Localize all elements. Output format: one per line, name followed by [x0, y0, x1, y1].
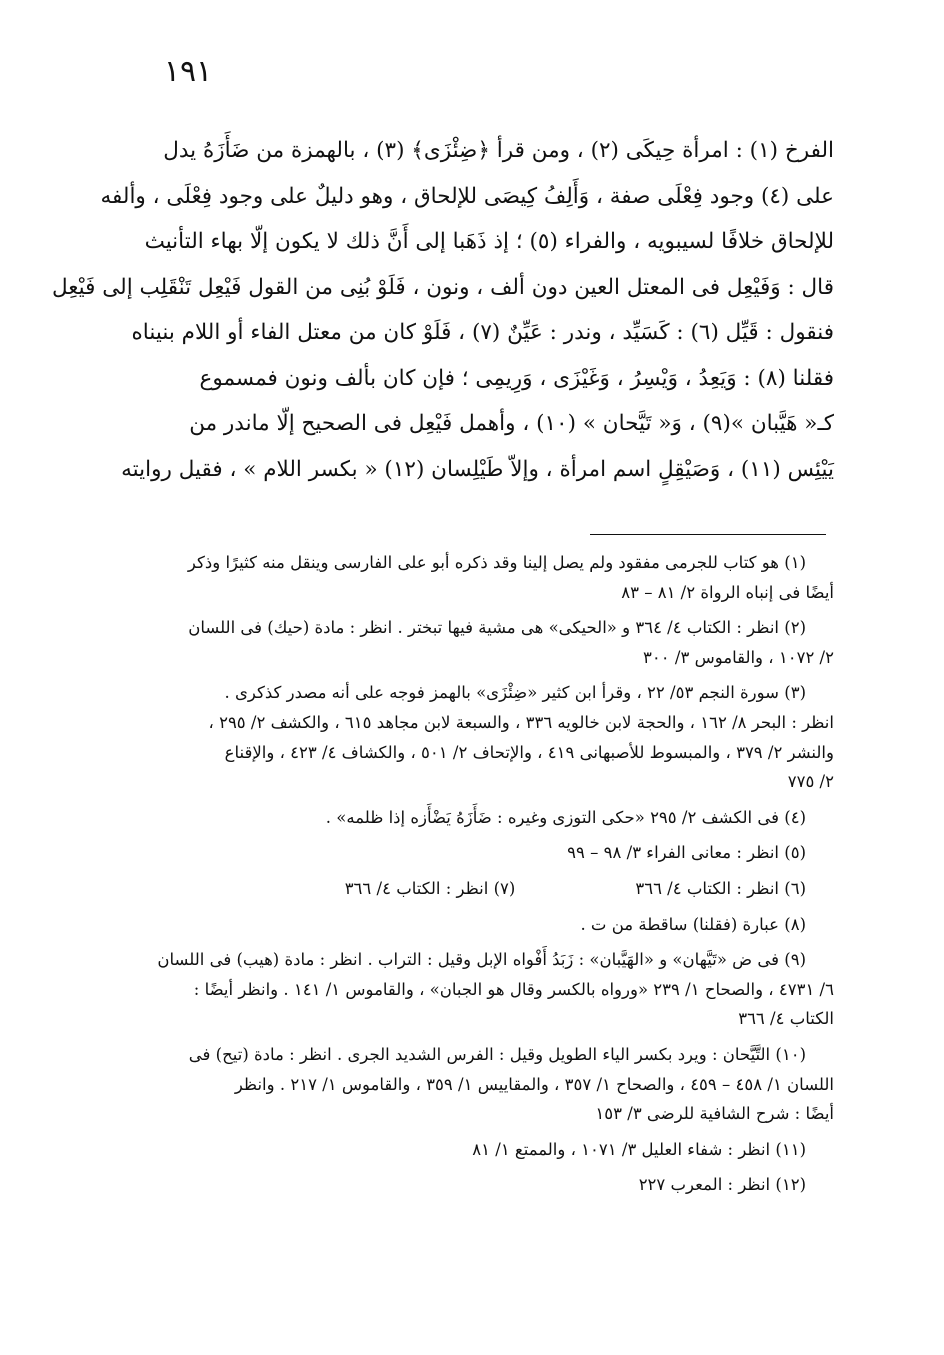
footnote-line: (٣) سورة النجم ٥٣/ ٢٢ ، وقرأ ابن كثير «ضِئْزَى» بالهمز فوجه على أنه مصدر كذكرى . — [224, 683, 806, 703]
main-text-line: فنقول : قَيِّل (٦) : كَسَيِّد ، وندر : عَيِّنٌ (٧) ، فَلَوْ كان من معتل الفاء أو اللام بنيناه — [131, 320, 834, 345]
footnote-line: ٦/ ٤٧٣١ ، والصحاح ١/ ٢٣٩ «ورواه بالكسر وقال هو الجبان» ، والقاموس ١/ ١٤١ . وانظر أيضًا : — [193, 979, 834, 999]
footnote-separator — [590, 534, 826, 535]
footnote-line: (١) هو كتاب للجرمى مفقود ولم يصل إلينا وقد ذكره أبو على الفارسى وينقل منه كثيرًا وذكر — [187, 553, 806, 572]
footnote-11 — [132, 1135, 834, 1165]
footnote-line: انظر : البحر ٨/ ١٦٢ ، والحجة لابن خالويه ٣٣٦ ، والسبعة لابن مجاهد ٦١٥ ، والكشف ٢/ ٢٩٥ ، — [208, 712, 834, 732]
footnote-3 — [132, 678, 834, 796]
footnote-6-7 — [132, 874, 834, 904]
footnote-line: (٥) انظر : معانى الفراء ٣/ ٩٨ – ٩٩ — [567, 843, 806, 863]
footnote-5 — [132, 838, 834, 868]
footnote-line: (١٢) انظر : المعرب ٢٢٧ — [638, 1175, 806, 1195]
footnote-line: اللسان ١/ ٤٥٨ – ٤٥٩ ، والصحاح ١/ ٣٥٧ ، والمقاييس ١/ ٣٥٩ ، والقاموس ١/ ٢١٧ . وانظر — [234, 1074, 834, 1094]
footnote-line: (٢) انظر : الكتاب ٤/ ٣٦٤ و «الحيكى» هى مشية فيها تبختر . انظر : مادة (حيك) فى اللسان — [188, 618, 806, 638]
main-text-line: الفرخ (١) : امرأة حِيكَى (٢) ، ومن قرأ ﴿ضِئْزَى﴾ (٣) ، بالهمزة من ضَأَزَهُ يدل — [163, 138, 834, 163]
footnote-line: ٢/ ١٠٧٢ ، والقاموس ٣/ ٣٠٠ — [643, 647, 834, 667]
main-text-line: قال : وَفَيْعِل فى المعتل العين دون ألف ، ونون ، فَلَوْ بُنِى من القول فَيْعِل تَنْقَلِب إلى فَيْعِل — [52, 274, 834, 300]
main-text-line: للإلحاق خلافًا لسيبويه ، والفراء (٥) ؛ إذ ذَهَبا إلى أَنَّ ذلك لا يكون إلّا بهاء التأنيث — [144, 229, 834, 254]
footnote-7: (٧) انظر : الكتاب ٤/ ٣٦٦ — [344, 878, 516, 898]
page-number: ١٩١ — [163, 54, 213, 89]
footnote-line: (٩) فى ض «تَيَّهان» و «الهَيَّبان» : زَبَدُ أَفْواه الإبل وقيل : التراب . انظر : مادة (هيب) فى اللسان — [157, 950, 806, 970]
footnote-6: (٦) انظر : الكتاب ٤/ ٣٦٦ — [635, 878, 806, 898]
footnote-1 — [132, 548, 834, 607]
footnote-12 — [132, 1170, 834, 1200]
footnote-line: الكتاب ٤/ ٣٦٦ — [738, 1009, 834, 1029]
footnote-line: (١٠) التَّيَّحان : ويرد بكسر الياء الطويل وقيل : الفرس الشديد الجرى . انظر : مادة (تيح) فى — [188, 1044, 806, 1064]
footnote-9 — [132, 945, 834, 1034]
main-text-line: يَيْئِس (١١) ، وَصَيْقِلٍ اسم امرأة ، وإلاّ طَيْلِسان (١٢) « بكسر اللام » ، فقيل روايته — [121, 456, 834, 482]
footnote-line: (٨) عبارة (فقلنا) ساقطة من ت . — [580, 914, 806, 934]
main-text-line: كـ« هَيَّبان »(٩) ، وَ« تَيَّحان » (١٠) ، وأهمل فَيْعِل فى الصحيح إلّا ماندر من — [189, 411, 834, 436]
footnote-8 — [132, 910, 834, 940]
footnote-4 — [132, 803, 834, 833]
footnote-line: والنشر ٢/ ٣٧٩ ، والمبسوط للأصبهانى ٤١٩ ، والإتحاف ٢/ ٥٠١ ، والكشاف ٤/ ٤٢٣ ، والإقناع — [224, 742, 834, 762]
main-text — [52, 128, 834, 492]
footnotes — [132, 548, 834, 1206]
footnote-line: (٤) فى الكشف ٢/ ٢٩٥ «حكى التوزى وغيره : ضَأَزَهُ يَضْأَزه إذا ظلمه» . — [325, 807, 806, 827]
footnote-line: أيضًا فى إنباه الرواة ٢/ ٨١ – ٨٣ — [621, 582, 834, 602]
main-text-line: فقلنا (٨) : وَيَعِدُ ، وَيْسِرُ ، وَغَيْزَى ، وَرِيمِى ؛ فإن كان بألف ونون فمسموع — [199, 365, 834, 391]
footnote-line: ٢/ ٧٧٥ — [787, 772, 834, 792]
footnote-line: أيضًا : شرح الشافية للرضى ٣/ ١٥٣ — [595, 1104, 834, 1124]
footnote-line: (١١) انظر : شفاء العليل ٣/ ١٠٧١ ، والممتع ١/ ٨١ — [472, 1139, 806, 1159]
footnote-10 — [132, 1040, 834, 1129]
footnote-2 — [132, 613, 834, 672]
main-text-line: على (٤) وجود فِعْلَى صفة ، وَأَلِفُ كِيصَى للإلحاق ، وهو دليلٌ على وجود فِعْلَى ، وألفه — [100, 183, 834, 209]
